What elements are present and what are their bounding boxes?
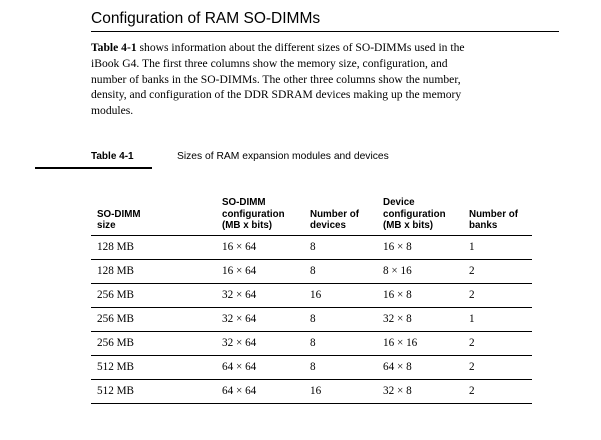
cell-number-of-devices: 16 [304, 379, 377, 403]
cell-number-of-banks: 2 [463, 331, 532, 355]
cell-number-of-banks: 2 [463, 379, 532, 403]
cell-number-of-devices: 8 [304, 355, 377, 379]
cell-device-configuration: 64 × 8 [377, 355, 463, 379]
cell-number-of-banks: 1 [463, 307, 532, 331]
cell-device-configuration: 32 × 8 [377, 307, 463, 331]
cell-number-of-devices: 8 [304, 235, 377, 259]
intro-line-5: modules. [91, 104, 134, 118]
table-caption-label: Table 4-1 [91, 151, 134, 162]
cell-sodimm-configuration: 16 × 64 [216, 235, 304, 259]
cell-sodimm-configuration: 32 × 64 [216, 307, 304, 331]
cell-number-of-banks: 2 [463, 283, 532, 307]
cell-device-configuration: 32 × 8 [377, 379, 463, 403]
cell-device-configuration: 16 × 16 [377, 331, 463, 355]
intro-line-1 [91, 40, 556, 56]
intro-line-4: density, and configuration of the DDR SDRAM devices making up the memory [91, 88, 462, 102]
title-rule [91, 31, 559, 32]
intro-table-reference[interactable]: Table 4-1 [91, 41, 137, 54]
intro-paragraph [91, 40, 556, 119]
cell-sodimm-size: 128 MB [91, 259, 216, 283]
cell-number-of-banks: 1 [463, 235, 532, 259]
cell-number-of-banks: 2 [463, 355, 532, 379]
table-row [91, 307, 532, 331]
header-device-configuration: Device configuration (MB x bits) [377, 197, 463, 235]
table-row [91, 331, 532, 355]
intro-line-3: number of banks in the SO-DIMMs. The other three columns show the number, [91, 72, 461, 86]
table-row [91, 379, 532, 403]
cell-sodimm-size: 512 MB [91, 379, 216, 403]
cell-number-of-banks: 2 [463, 259, 532, 283]
cell-sodimm-configuration: 32 × 64 [216, 283, 304, 307]
table-caption-text: Sizes of RAM expansion modules and devices [177, 151, 389, 162]
cell-number-of-devices: 8 [304, 259, 377, 283]
header-number-of-devices: Number of devices [304, 197, 377, 235]
cell-number-of-devices: 8 [304, 307, 377, 331]
cell-sodimm-size: 128 MB [91, 235, 216, 259]
intro-line-1-text: shows information about the different sizes of SO-DIMMs used in the [136, 41, 465, 54]
table-row [91, 259, 532, 283]
cell-sodimm-size: 256 MB [91, 283, 216, 307]
section-title: Configuration of RAM SO-DIMMs [91, 10, 321, 27]
header-sodimm-configuration: SO-DIMM configuration (MB x bits) [216, 197, 304, 235]
cell-sodimm-configuration: 32 × 64 [216, 331, 304, 355]
table-row [91, 235, 532, 259]
cell-number-of-devices: 8 [304, 331, 377, 355]
header-sodimm-size: SO-DIMM size [91, 197, 216, 235]
cell-sodimm-size: 256 MB [91, 307, 216, 331]
header-number-of-banks: Number of banks [463, 197, 532, 235]
table-row [91, 283, 532, 307]
table-header-row [91, 197, 532, 235]
intro-line-2: iBook G4. The first three columns show the memory size, configuration, and [91, 56, 448, 70]
table-row [91, 355, 532, 379]
cell-sodimm-configuration: 16 × 64 [216, 259, 304, 283]
cell-sodimm-configuration: 64 × 64 [216, 379, 304, 403]
cell-device-configuration: 8 × 16 [377, 259, 463, 283]
cell-device-configuration: 16 × 8 [377, 235, 463, 259]
cell-sodimm-configuration: 64 × 64 [216, 355, 304, 379]
cell-device-configuration: 16 × 8 [377, 283, 463, 307]
cell-sodimm-size: 256 MB [91, 331, 216, 355]
cell-number-of-devices: 16 [304, 283, 377, 307]
caption-rule [35, 167, 152, 169]
cell-sodimm-size: 512 MB [91, 355, 216, 379]
ram-sizes-table [91, 197, 532, 404]
